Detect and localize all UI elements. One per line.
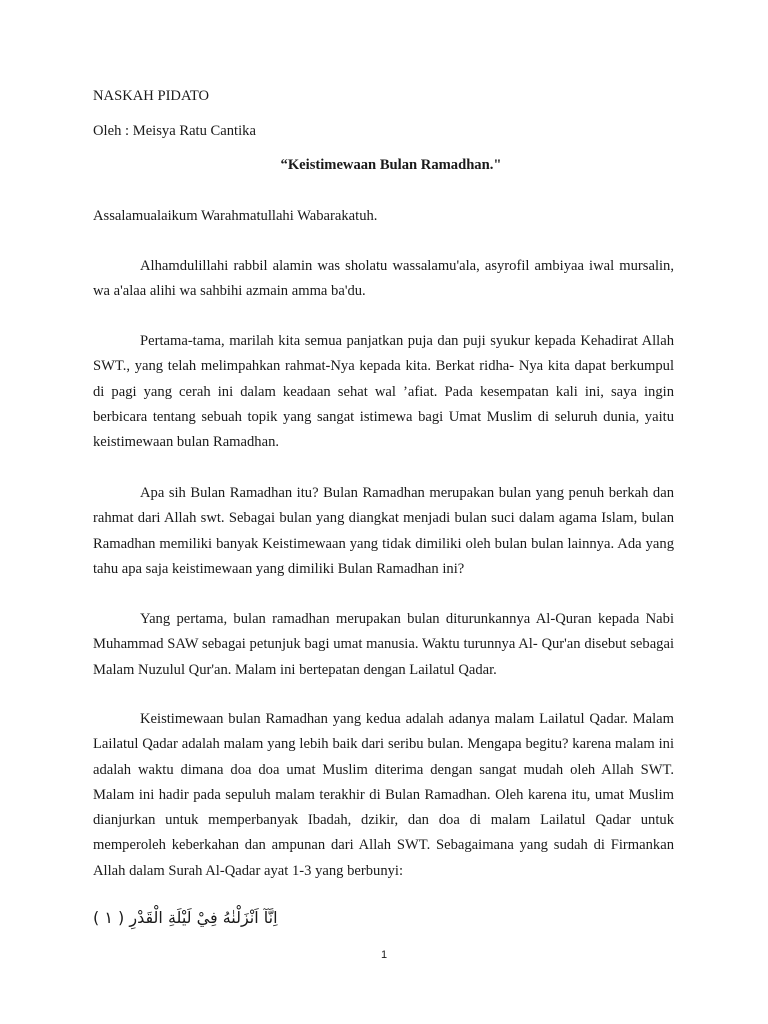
paragraph-second-virtue: Keistimewaan bulan Ramadhan yang kedua adalah adanya malam Lailatul Qadar. Malam Lailatul Qadar adalah malam yang lebih baik dari seribu bulan. Mengapa begitu? karena malam ini adalah waktu dimana doa doa umat Muslim diterima dengan sangat mudah oleh Allah SWT. Malam ini hadir pada sepuluh malam terakhir di Bulan Ramadhan. Oleh karena itu, umat Muslim dianjurkan untuk memperbanyak Ibadah, dzikir, dan doa di malam Lailatul Qadar untuk memperoleh keberkahan dan ampunan dari Allah SWT. Sebagaimana yang sudah di Firmankan Allah dalam Surah Al-Qadar ayat 1-3 yang berbunyi: [93,711,674,879]
page-number: 1 [380,949,388,961]
paragraph-first-virtue: Yang pertama, bulan ramadhan merupakan bulan diturunkannya Al-Quran kepada Nabi Muhammad SAW sebagai petunjuk bagi umat manusia. Waktu turunnya Al- Qur'an disebut sebagai Malam Nuzulul Qur'an. Malam ini bertepatan dengan Lailatul Qadar. [93,611,674,678]
document-heading: NASKAH PIDATO [93,88,210,104]
arabic-verse: اِنَّآ اَنْزَلْنٰهُ فِيْ لَيْلَةِ الْقَدْرِ ( ١ ) [93,908,278,927]
author-line: Oleh : Meisya Ratu Cantika [93,123,256,139]
paragraph-about-ramadhan: Apa sih Bulan Ramadhan itu? Bulan Ramadhan merupakan bulan yang penuh berkah dan rahmat dari Allah swt. Sebagai bulan yang diangkat menjadi bulan suci dalam agama Islam, bulan Ramadhan memiliki banyak Keistimewaan yang tidak dimiliki oleh bulan bulan lainnya. Ada yang tahu apa saja keistimewaan yang dimiliki Bulan Ramadhan ini? [93,485,674,577]
speech-title: “Keistimewaan Bulan Ramadhan." [280,157,502,173]
paragraph-gratitude: Pertama-tama, marilah kita semua panjatkan puja dan puji syukur kepada Kehadirat Allah SWT., yang telah melimpahkan rahmat-Nya kepada kita. Berkat ridha- Nya kita dapat berkumpul di pagi yang cerah ini dalam keadaan sehat wal ’afiat. Pada kesempatan kali ini, saya ingin berbicara tentang sebuah topik yang sangat istimewa bagi Umat Muslim di seluruh dunia, yaitu keistimewaan bulan Ramadhan. [93,333,674,451]
paragraph-opening: Alhamdulillahi rabbil alamin was sholatu wassalamu'ala, asyrofil ambiyaa iwal mursalin, wa a'alaa alihi wa sahbihi azmain amma ba'du. [93,258,674,300]
opening-greeting: Assalamualaikum Warahmatullahi Wabarakatuh. [93,208,378,224]
